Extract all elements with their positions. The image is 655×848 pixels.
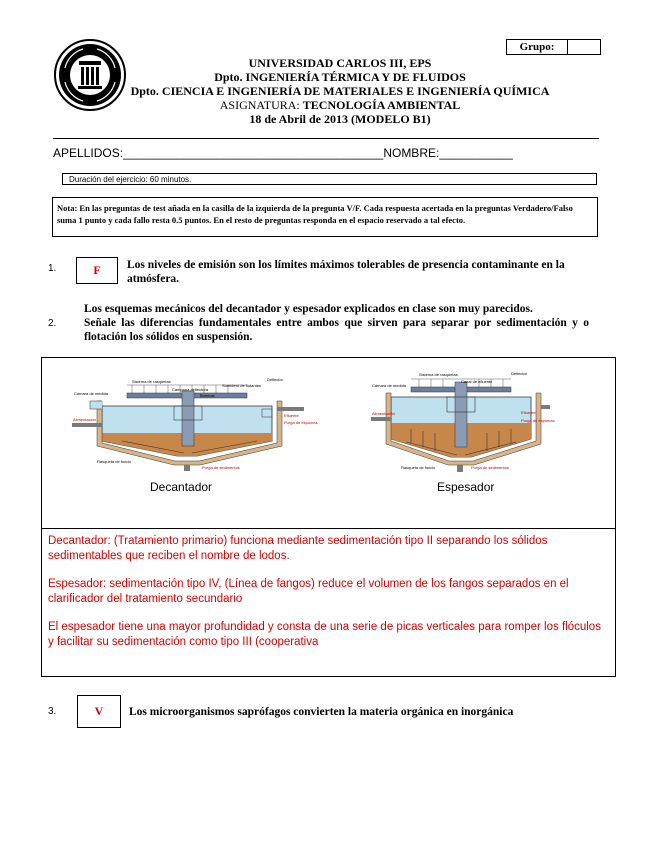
answer-diferencia: El espesador tiene una mayor profundidad y consta de una serie de picas verticales para romper los flóculos y facilitar su sedimentación como tipo III (cooperativa (48, 621, 601, 648)
apellidos-blank[interactable]: _______________________________________ (123, 146, 384, 160)
note-box: Nota: En las preguntas de test añada en la casilla de la izquierda de la pregunta V/F. Cada respuesta acertada en la preguntas Verdadero/Falso suma 1 punto y cada fallo resta 0.5 puntos. En el resto de preguntas responda en el espacio reservado a tal efecto. (52, 197, 598, 237)
decantador-label-rasqueta: Rasqueta de fondo (97, 459, 131, 464)
espesador-label-alimentacion: Alimentación (372, 411, 395, 416)
q3-answer-box[interactable]: V (77, 695, 121, 728)
duration-box: Duración del ejercicio: 60 minutos. (62, 173, 597, 185)
grupo-label: Grupo: (507, 40, 568, 54)
figure-divider (41, 528, 616, 529)
espesador-caption: Espesador (437, 480, 495, 494)
q2-line2: Señale las diferencias fundamentales entre ambos que sirven para separar por sedimentación y o flotación los sólidos en suspensión. (84, 317, 589, 343)
q1-answer-box[interactable]: F (76, 257, 118, 284)
decantador-label-top6: Deflector (267, 377, 284, 382)
decantador-label-efluente: Efluente (284, 413, 299, 418)
q1-number: 1. (48, 263, 57, 274)
q3-number: 3. (48, 706, 57, 717)
espesador-label-top2: Canal de efluente (461, 379, 493, 384)
decantador-diagram (72, 371, 318, 471)
decantador-label-purga-sedimentos: Purga de sedimentos (202, 465, 240, 470)
decantador-label-top3: Campana deflectora (172, 387, 209, 392)
header-subject (60, 98, 620, 112)
nombre-label: NOMBRE: (383, 146, 440, 160)
student-name-line[interactable] (53, 146, 513, 160)
q2-number: 2. (48, 318, 57, 329)
decantador-label-side: Cámara de medida (74, 391, 109, 396)
subject-prefix: ASIGNATURA: (219, 98, 303, 112)
decantador-label-alimentacion: Alimentación (73, 417, 96, 422)
header-dept2: Dpto. CIENCIA E INGENIERÍA DE MATERIALES E INGENIERÍA QUÍMICA (130, 84, 550, 98)
grupo-input[interactable] (568, 40, 600, 54)
header-dept1: Dpto. INGENIERÍA TÉRMICA Y DE FLUIDOS (214, 70, 466, 84)
espesador-label-purga-sedimentos: Purga de sedimentos (471, 465, 509, 470)
espesador-label-rasqueta: Rasqueta de fondo (401, 465, 435, 470)
q3-text: Los microorganismos saprófagos convierten la materia orgánica en inorgánica (129, 706, 514, 718)
espesador-label-purga-espumas: Purga de espumas (521, 418, 555, 423)
q2-line1: Los esquemas mecánicos del decantador y espesador explicados en clase son muy parecidos. (84, 303, 533, 315)
separator-line (53, 138, 599, 139)
decantador-label-top5: Sumidero de flotantes (222, 383, 261, 388)
apellidos-label: APELLIDOS: (53, 146, 124, 160)
nombre-blank[interactable]: ___________ (439, 146, 513, 160)
subject-name: TECNOLOGÍA AMBIENTAL (302, 98, 461, 112)
espesador-label-side: Cámara de medida (372, 383, 407, 388)
header-date: 18 de Abril de 2013 (MODELO B1) (249, 112, 431, 126)
q1-text: Los niveles de emisión son los límites máximos tolerables de presencia contaminante en la atmósfera. (127, 259, 565, 285)
answer-espesador: Espesador: sedimentación tipo IV, (Línea de fangos) reduce el volumen de los fangos separados en el clarificador del tratamiento secundario (48, 578, 569, 605)
grupo-field[interactable] (506, 39, 601, 55)
answer-decantador: Decantador: (Tratamiento primario) funciona mediante sedimentación tipo II separando los sólidos sedimentables que reciben el nombre de lodos. (48, 535, 548, 562)
espesador-label-efluente: Efluente (521, 410, 536, 415)
decantador-label-top1: Sistema de rasquetas (132, 379, 171, 384)
header-university: UNIVERSIDAD CARLOS III, EPS (248, 56, 432, 70)
espesador-label-top3: Deflector (511, 371, 528, 376)
decantador-label-top4: Bombas (200, 393, 215, 398)
decantador-caption: Decantador (150, 480, 213, 494)
decantador-label-purga-espumas: Purga de espumas (284, 420, 318, 425)
espesador-label-top1: Sistema de rasquetas (419, 372, 458, 377)
espesador-diagram (371, 367, 555, 472)
